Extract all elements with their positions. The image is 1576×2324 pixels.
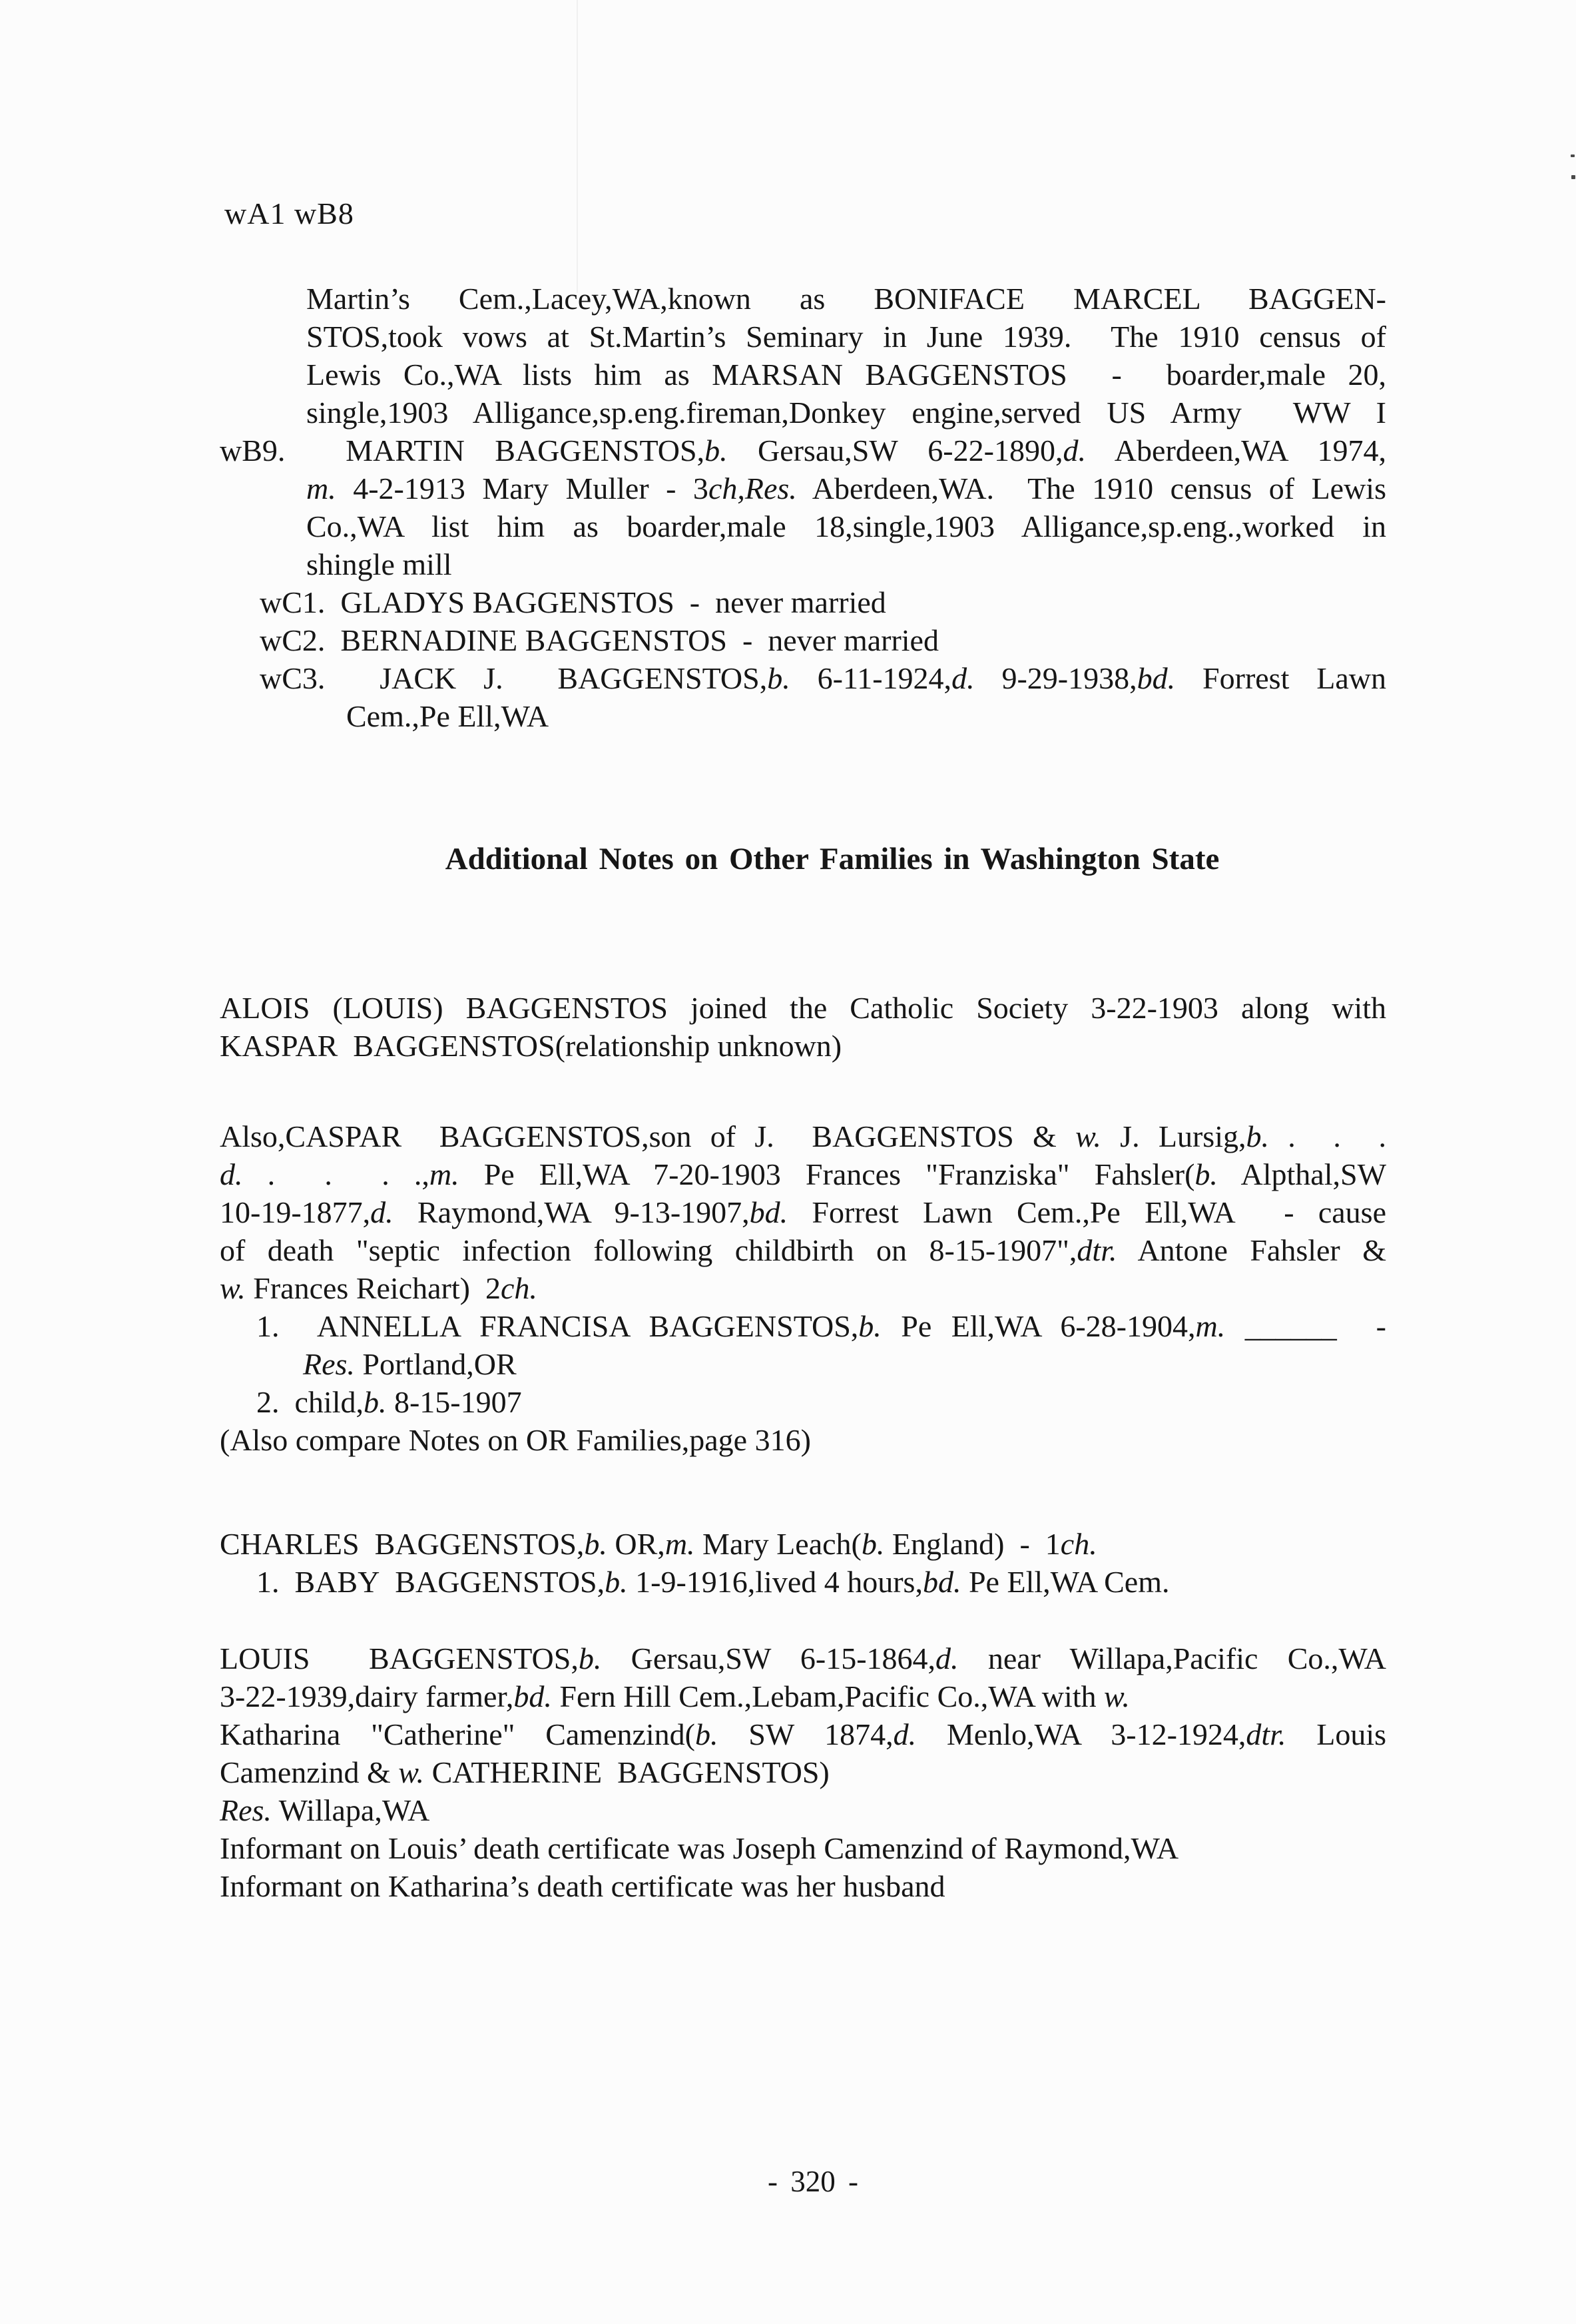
text-line bbox=[220, 1867, 1386, 1905]
scan-artifact-line bbox=[577, 0, 578, 293]
genealogy-abbreviation: d. bbox=[220, 1157, 243, 1191]
genealogy-abbreviation: d. bbox=[893, 1717, 917, 1751]
genealogy-abbreviation: b. bbox=[1246, 1119, 1269, 1153]
text-segment: 10-19-1877, bbox=[220, 1195, 371, 1229]
text-line bbox=[306, 280, 1386, 318]
genealogy-abbreviation: m. bbox=[664, 1527, 695, 1561]
text-line bbox=[220, 1231, 1386, 1269]
text-line bbox=[220, 1677, 1386, 1715]
genealogy-abbreviation: w. bbox=[220, 1271, 246, 1305]
text-line bbox=[256, 1383, 1386, 1421]
text-segment: 2. child, bbox=[256, 1385, 364, 1419]
genealogy-abbreviation: d. bbox=[951, 661, 975, 695]
text-segment: Louis bbox=[1286, 1717, 1387, 1751]
genealogy-abbreviation: b. bbox=[1194, 1157, 1218, 1191]
genealogy-abbreviation: b. bbox=[695, 1717, 718, 1751]
text-segment: Aberdeen,WA. The 1910 census of Lewis bbox=[796, 471, 1386, 505]
text-line bbox=[220, 1753, 1386, 1791]
text-segment: J. Lursig, bbox=[1101, 1119, 1246, 1153]
genealogy-abbreviation: m. bbox=[429, 1157, 459, 1191]
genealogy-abbreviation: w. bbox=[1104, 1679, 1130, 1713]
text-segment: Forrest Lawn Cem.,Pe Ell,WA - cause bbox=[788, 1195, 1386, 1229]
section-heading: Additional Notes on Other Families in Washington State bbox=[445, 842, 1220, 876]
text-line bbox=[306, 394, 1386, 432]
text-segment: single,1903 Alligance,sp.eng.fireman,Donkey engine,served US Army WW I bbox=[306, 396, 1386, 430]
genealogy-abbreviation: b. bbox=[767, 661, 790, 695]
text-line bbox=[303, 1345, 1386, 1383]
text-segment: Menlo,WA 3-12-1924, bbox=[916, 1717, 1246, 1751]
text-line bbox=[306, 356, 1386, 394]
text-segment: Fern Hill Cem.,Lebam,Pacific Co.,WA with bbox=[551, 1679, 1105, 1713]
genealogy-abbreviation: m. bbox=[306, 471, 336, 505]
scan-artifact-speck bbox=[1571, 154, 1575, 157]
text-segment: Aberdeen,WA 1974, bbox=[1085, 434, 1386, 467]
text-segment: Alpthal,SW bbox=[1217, 1157, 1386, 1191]
paragraph-caspar bbox=[220, 1117, 1386, 1459]
text-segment: Forrest Lawn bbox=[1175, 661, 1387, 695]
text-segment: OR, bbox=[607, 1527, 665, 1561]
text-segment: CHARLES BAGGENSTOS, bbox=[220, 1527, 585, 1561]
genealogy-abbreviation: d. bbox=[370, 1195, 394, 1229]
text-segment: Portland,OR bbox=[354, 1347, 517, 1381]
text-segment: Also,CASPAR BAGGENSTOS,son of J. BAGGENSTOS & bbox=[220, 1119, 1076, 1153]
text-segment: shingle mill bbox=[306, 547, 452, 581]
genealogy-abbreviation: w. bbox=[398, 1755, 425, 1789]
text-line bbox=[220, 1791, 1386, 1829]
genealogy-abbreviation: b. bbox=[363, 1385, 387, 1419]
text-segment: Co.,WA list him as boarder,male 18,single,1903 Alligance,sp.eng.,worked in bbox=[306, 509, 1386, 543]
genealogy-abbreviation: b. bbox=[861, 1527, 885, 1561]
text-segment: CATHERINE BAGGENSTOS) bbox=[424, 1755, 830, 1789]
text-line bbox=[220, 1421, 1386, 1459]
text-segment: 8-15-1907 bbox=[386, 1385, 522, 1419]
genealogy-abbreviation: ch,Res. bbox=[708, 471, 797, 505]
text-segment: Informant on Louis’ death certificate was Joseph Camenzind of Raymond,WA bbox=[220, 1831, 1179, 1865]
text-segment: England) - 1 bbox=[884, 1527, 1061, 1561]
text-line bbox=[220, 1525, 1386, 1563]
text-segment: 1. ANNELLA FRANCISA BAGGENSTOS, bbox=[256, 1309, 859, 1343]
text-line bbox=[220, 432, 1386, 469]
text-line bbox=[220, 1715, 1386, 1753]
genealogy-abbreviation: b. bbox=[578, 1641, 602, 1675]
genealogy-abbreviation: dtr. bbox=[1077, 1233, 1117, 1267]
text-segment: 1-9-1916,lived 4 hours, bbox=[627, 1565, 923, 1599]
text-segment: wC1. GLADYS BAGGENSTOS - never married bbox=[260, 585, 886, 619]
text-segment: Cem.,Pe Ell,WA bbox=[346, 699, 549, 733]
text-segment: KASPAR BAGGENSTOS(relationship unknown) bbox=[220, 1029, 842, 1063]
text-line bbox=[306, 507, 1386, 545]
text-segment: ALOIS (LOUIS) BAGGENSTOS joined the Catholic Society 3-22-1903 along with bbox=[220, 991, 1386, 1025]
text-line bbox=[346, 697, 1386, 735]
genealogy-abbreviation: b. bbox=[605, 1565, 628, 1599]
genealogy-abbreviation: bd. bbox=[1137, 661, 1176, 695]
text-line bbox=[306, 545, 1386, 583]
text-line bbox=[220, 1193, 1386, 1231]
text-segment: Antone Fahsler & bbox=[1117, 1233, 1386, 1267]
text-segment: 4-2-1913 Mary Muller - 3 bbox=[336, 471, 708, 505]
text-line bbox=[220, 1117, 1386, 1155]
text-line bbox=[260, 621, 1386, 659]
text-segment: (Also compare Notes on OR Families,page 316) bbox=[220, 1423, 811, 1457]
text-segment: . . . bbox=[1268, 1119, 1386, 1153]
genealogy-abbreviation: d. bbox=[1063, 434, 1086, 467]
scan-artifact-speck bbox=[1571, 175, 1575, 179]
text-segment: 3-22-1939,dairy farmer, bbox=[220, 1679, 514, 1713]
text-segment: Mary Leach( bbox=[694, 1527, 862, 1561]
text-segment: . . . ., bbox=[242, 1157, 429, 1191]
text-segment: Frances Reichart) 2 bbox=[245, 1271, 501, 1305]
genealogy-abbreviation: Res. bbox=[220, 1793, 272, 1827]
paragraph-charles bbox=[220, 1525, 1386, 1601]
page-number: - 320 - bbox=[768, 2165, 858, 2198]
paragraph-alois bbox=[220, 989, 1386, 1065]
entry-code: wA1 wB8 bbox=[224, 196, 354, 230]
text-segment: Katharina "Catherine" Camenzind( bbox=[220, 1717, 696, 1751]
text-line bbox=[306, 469, 1386, 507]
text-line bbox=[256, 1307, 1386, 1345]
text-line bbox=[256, 1563, 1386, 1601]
text-line bbox=[220, 1269, 1386, 1307]
text-segment: near Willapa,Pacific Co.,WA bbox=[958, 1641, 1386, 1675]
text-segment: Raymond,WA 9-13-1907, bbox=[393, 1195, 750, 1229]
text-segment: Martin’s Cem.,Lacey,WA,known as BONIFACE MARCEL BAGGEN- bbox=[306, 282, 1386, 316]
genealogy-abbreviation: bd. bbox=[922, 1565, 961, 1599]
text-segment: Camenzind & bbox=[220, 1755, 399, 1789]
text-line bbox=[220, 1639, 1386, 1677]
text-segment: 1. BABY BAGGENSTOS, bbox=[256, 1565, 605, 1599]
text-segment: wC2. BERNADINE BAGGENSTOS - never married bbox=[260, 623, 939, 657]
genealogy-abbreviation: b. bbox=[704, 434, 728, 467]
text-segment: SW 1874, bbox=[718, 1717, 894, 1751]
text-segment: Pe Ell,WA 7-20-1903 Frances "Franziska" Fahsler( bbox=[459, 1157, 1195, 1191]
text-segment: Lewis Co.,WA lists him as MARSAN BAGGENSTOS - boarder,male 20, bbox=[306, 358, 1386, 392]
paragraph-louis bbox=[220, 1639, 1386, 1905]
text-segment: 6-11-1924, bbox=[790, 661, 952, 695]
genealogy-abbreviation: ch. bbox=[1060, 1527, 1097, 1561]
text-line bbox=[260, 659, 1386, 697]
text-segment: Informant on Katharina’s death certificate was her husband bbox=[220, 1869, 945, 1903]
text-line bbox=[260, 583, 1386, 621]
text-segment: Willapa,WA bbox=[271, 1793, 430, 1827]
text-line bbox=[220, 1027, 1386, 1065]
genealogy-abbreviation: d. bbox=[935, 1641, 959, 1675]
genealogy-abbreviation: m. bbox=[1195, 1309, 1226, 1343]
genealogy-abbreviation: bd. bbox=[513, 1679, 552, 1713]
text-segment: STOS,took vows at St.Martin’s Seminary in June 1939. The 1910 census of bbox=[306, 320, 1386, 354]
text-line bbox=[220, 989, 1386, 1027]
text-segment: ______ - bbox=[1225, 1309, 1386, 1343]
genealogy-abbreviation: w. bbox=[1075, 1119, 1101, 1153]
text-segment: LOUIS BAGGENSTOS, bbox=[220, 1641, 579, 1675]
text-line bbox=[220, 1829, 1386, 1867]
genealogy-abbreviation: b. bbox=[584, 1527, 607, 1561]
genealogy-abbreviation: b. bbox=[858, 1309, 882, 1343]
entries-wb8-wb9-wc bbox=[220, 280, 1386, 735]
text-segment: Gersau,SW 6-15-1864, bbox=[601, 1641, 936, 1675]
text-segment: Pe Ell,WA 6-28-1904, bbox=[881, 1309, 1196, 1343]
genealogy-abbreviation: ch. bbox=[500, 1271, 537, 1305]
text-segment: Pe Ell,WA Cem. bbox=[961, 1565, 1170, 1599]
text-line bbox=[306, 318, 1386, 356]
genealogy-abbreviation: bd. bbox=[749, 1195, 788, 1229]
text-segment: 9-29-1938, bbox=[974, 661, 1137, 695]
genealogy-abbreviation: dtr. bbox=[1246, 1717, 1286, 1751]
text-segment: Gersau,SW 6-22-1890, bbox=[727, 434, 1063, 467]
text-line bbox=[220, 1155, 1386, 1193]
genealogy-abbreviation: Res. bbox=[303, 1347, 355, 1381]
text-segment: wC3. JACK J. BAGGENSTOS, bbox=[260, 661, 768, 695]
text-segment: of death "septic infection following childbirth on 8-15-1907", bbox=[220, 1233, 1077, 1267]
text-segment: wB9. MARTIN BAGGENSTOS, bbox=[220, 434, 705, 467]
